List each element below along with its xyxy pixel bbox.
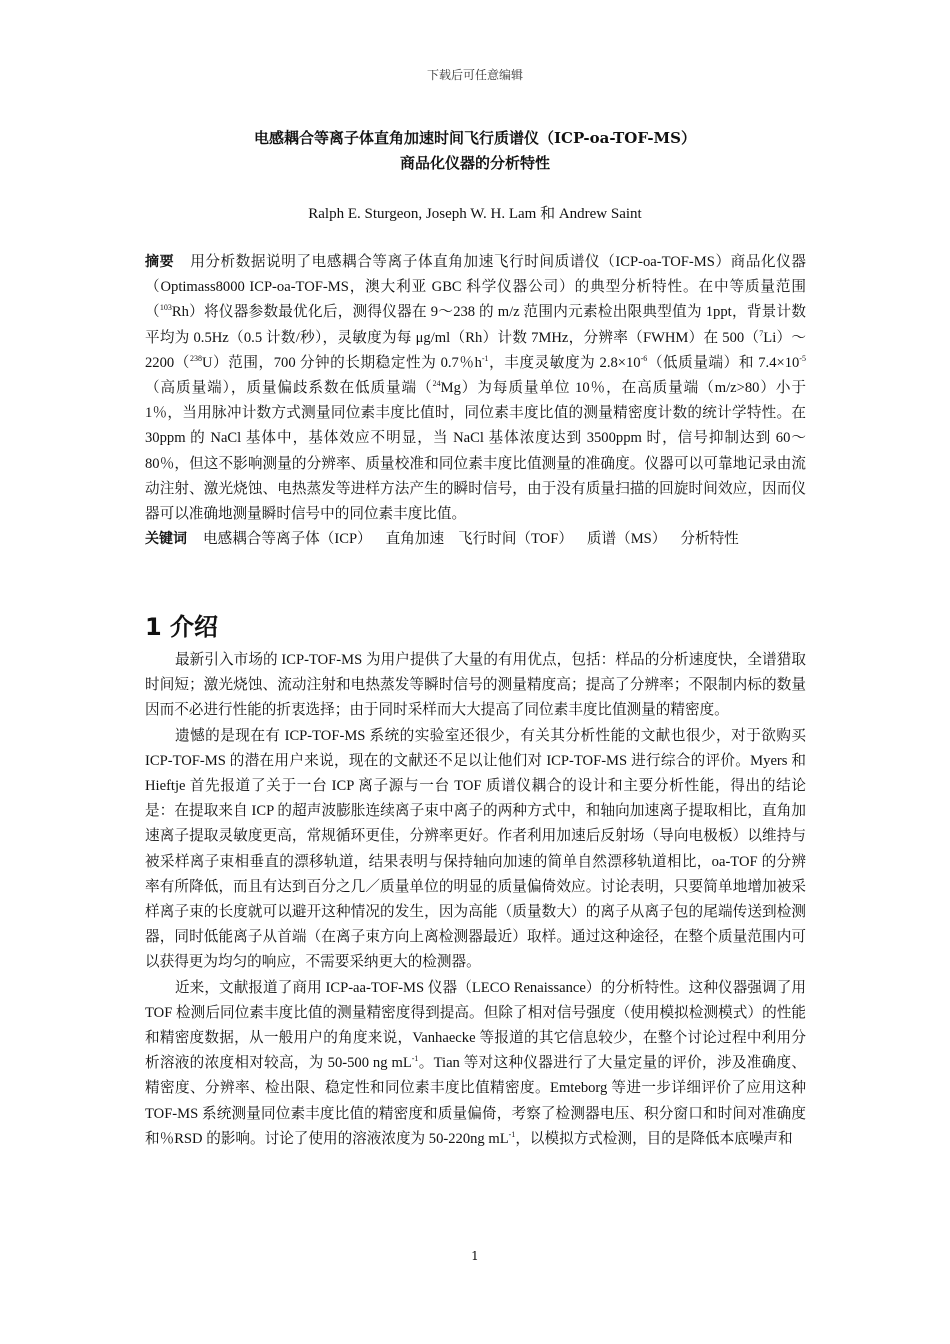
- abstract-label: 摘要: [145, 254, 175, 270]
- introduction-body: [145, 648, 806, 1152]
- superscript: 24: [432, 379, 441, 389]
- abstract-text: 用分析数据说明了电感耦合等离子体直角加速飞行时间质谱仪（ICP-oa-TOF-MS）商品化仪器（Optimass8000 ICP-oa-TOF-MS，澳大利亚 GBC 科学仪器公司）的典型分析特性。在中等质量范围（: [145, 254, 806, 321]
- abstract-text: Mg）为每质量单位 10％，在高质量端（m/z>80）小于 1％，当用脉冲计数方式测量同位素丰度比值时，同位素丰度比值的测量精密度计数的统计学特性。在 30ppm 的 NaCl 基体中，基体效应不明显，当 NaCl 基体浓度达到 3500ppm 时，信号抑制达到 60～80％，但这不影响测量的分辨率、质量校准和同位素丰度比值测量的准确度。仪器可以可靠地记录由流动注射、激光烧蚀、电热蒸发等进样方法产生的瞬时信号，由于没有质量扫描的回旋时间效应，因而仪器可以准确地测量瞬时信号中的同位素丰度比值。: [145, 380, 806, 523]
- abstract-block: [145, 250, 806, 552]
- abstract-text: （高质量端），质量偏歧系数在低质量端（: [145, 380, 433, 397]
- section-heading: 1 介绍: [145, 613, 219, 641]
- keyword: 直角加速: [385, 531, 445, 548]
- keyword: 分析特性: [680, 531, 739, 548]
- paragraph-text: 近来，文献报道了商用 ICP-aa-TOF-MS 仪器（LECO Renaissance）的分析特性。这种仪器强调了用 TOF 检测后同位素丰度比值的测量精密度得到提高。但除了相对信号强度（使用模拟检测模式）的性能和精密度数据，从一般用户的角度来说，Vanhaecke 等报道的其它信息较少，在整个讨论过程中利用分析溶液的浓度相对较高，为 50-500 ng mL: [145, 979, 806, 1072]
- superscript: 103: [159, 303, 172, 313]
- paper-title: [0, 126, 950, 176]
- superscript: -1: [481, 353, 489, 363]
- keyword: 质谱（MS）: [586, 531, 667, 548]
- abstract-text: U）范围，700 分钟的长期稳定性为 0.7％h: [201, 354, 482, 371]
- keyword: 飞行时间（TOF）: [458, 531, 573, 548]
- paragraph-text: ，以模拟方式检测，目的是降低本底噪声和: [515, 1130, 793, 1147]
- superscript: -1: [508, 1130, 516, 1139]
- intro-paragraph-2: 遗憾的是现在有 ICP-TOF-MS 系统的实验室还很少，有关其分析性能的文献也很少，对于欲购买 ICP-TOF-MS 的潜在用户来说，现在的文献还不足以让他们对 ICP-TOF-MS 进行综合的评价。Myers 和 Hieftje 首先报道了关于一台 ICP 离子源与一台 TOF 质谱仪耦合的设计和主要分析性能，得出的结论是：在提取来自 ICP 的超声波膨胀连续离子束中离子的两种方式中，和轴向加速离子提取相比，直角加速离子提取灵敏度更高，常规循环更佳，分辨率更好。作者利用加速后反射场（导向电极板）以维持与被采样离子束相垂直的漂移轨道，结果表明与保持轴向加速的简单自然漂移轨道相比，oa-TOF 的分辨率有所降低，而且有达到百分之几／质量单位的明显的质量偏倚效应。讨论表明，只要简单地增加被采样离子束的长度就可以避开这种情况的发生，因为高能（质量数大）的离子从离子包的尾端传送到检测器，同时低能离子从首端（在离子束方向上离检测器最近）取样。通过这种途径，在整个质量范围内可以获得更为均匀的响应，不需要采纳更大的检测器。: [145, 727, 806, 971]
- intro-paragraph-3: [145, 976, 806, 1152]
- keywords-label: 关键词: [145, 531, 187, 548]
- authors: Ralph E. Sturgeon, Joseph W. H. Lam 和 Andrew Saint: [308, 206, 642, 222]
- title-line-2: 商品化仪器的分析特性: [399, 154, 550, 172]
- abstract-text: Rh）将仪器参数最优化后，测得仪器在 9～238 的 m/z 范围内元素检出限典型值为 1ppt，背景计数平均为 0.5Hz（0.5 计数/秒），灵敏度为每 μg/ml（Rh）计数 7MHz，分辨率（FWHM）在 500（: [145, 304, 806, 346]
- superscript: 7: [759, 328, 764, 338]
- abstract-text: Li）～2200（: [145, 329, 806, 371]
- superscript: 238: [189, 353, 202, 363]
- keyword: 电感耦合等离子体（ICP）: [203, 531, 372, 548]
- abstract-paragraph: [145, 250, 806, 527]
- keywords-line: [145, 527, 806, 552]
- superscript: -5: [799, 353, 806, 363]
- abstract-text: ，丰度灵敏度为 2.8×10: [488, 354, 641, 371]
- superscript: -1: [411, 1054, 419, 1064]
- page-header: 下载后可任意编辑: [426, 68, 523, 82]
- page-number: 1: [471, 1249, 479, 1263]
- superscript: -6: [640, 353, 648, 363]
- abstract-text: （低质量端）和 7.4×10: [647, 354, 800, 371]
- intro-paragraph-1: 最新引入市场的 ICP-TOF-MS 为用户提供了大量的有用优点，包括：样品的分析速度快，全谱猎取时间短；激光烧蚀、流动注射和电热蒸发等瞬时信号的测量精度高；提高了分辨率；不限制内标的数量因而不必进行性能的折衷选择；由于同时采样而大大提高了同位素丰度比值测量的精密度。: [145, 652, 806, 719]
- title-line-1: 电感耦合等离子体直角加速时间飞行质谱仪（ICP-oa-TOF-MS）: [254, 129, 696, 147]
- paragraph-text: 。Tian 等对这种仪器进行了大量定量的评价，涉及准确度、精密度、分辨率、检出限、稳定性和同位素丰度比值精密度。Emteborg 等进一步详细评价了应用这种 TOF-MS 系统测量同位素丰度比值的精密度和质量偏倚，考察了检测器电压、积分窗口和时间对准确度和％RSD 的影响。讨论了使用的溶液浓度为 50-220ng mL: [145, 1055, 806, 1147]
